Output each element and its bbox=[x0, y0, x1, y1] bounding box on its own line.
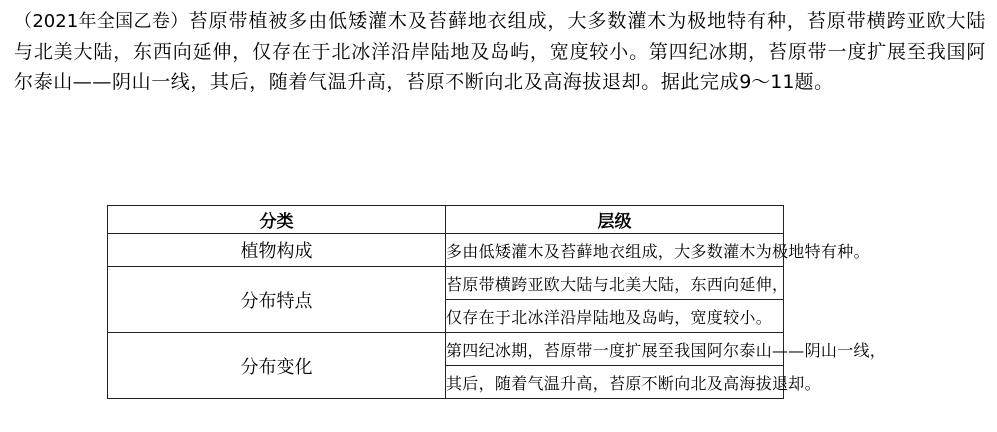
row-line: 其后，随着气温升高，苔原不断向北及高海拔退却。 bbox=[446, 366, 784, 399]
table-row bbox=[108, 234, 784, 267]
row-category: 分布变化 bbox=[108, 333, 446, 399]
question-stem bbox=[14, 6, 986, 97]
stem-text-end: 题。 bbox=[794, 71, 834, 93]
row-category: 分布特点 bbox=[108, 267, 446, 333]
exam-source: （2021年全国乙卷） bbox=[14, 11, 189, 32]
row-line: 仅存在于北冰洋沿岸陆地及岛屿，宽度较小。 bbox=[446, 300, 784, 333]
row-category: 植物构成 bbox=[108, 234, 446, 267]
header-category: 分类 bbox=[108, 206, 446, 234]
table-header-row bbox=[108, 206, 784, 234]
row-line: 多由低矮灌木及苔藓地衣组成，大多数灌木为极地特有种。 bbox=[446, 234, 784, 267]
question-range: 9～11 bbox=[739, 71, 795, 93]
tundra-summary-table bbox=[107, 205, 887, 399]
stem-text: 苔原带植被多由低矮灌木及苔藓地衣组成，大多数灌木为极地特有种，苔原带横跨亚欧大陆与北美大陆，东西向延伸，仅存在于北冰洋沿岸陆地及岛屿，宽度较小。第四纪冰期，苔原带一度扩展至我国阿尔泰山——阴山一线，其后，随着气温升高，苔原不断向北及高海拔退却。据此完成 bbox=[14, 10, 986, 93]
row-line: 苔原带横跨亚欧大陆与北美大陆，东西向延伸， bbox=[446, 267, 784, 300]
row-line: 第四纪冰期，苔原带一度扩展至我国阿尔泰山——阴山一线， bbox=[446, 333, 784, 366]
table-row bbox=[108, 333, 784, 366]
header-detail: 层级 bbox=[446, 206, 784, 234]
table-row bbox=[108, 267, 784, 300]
